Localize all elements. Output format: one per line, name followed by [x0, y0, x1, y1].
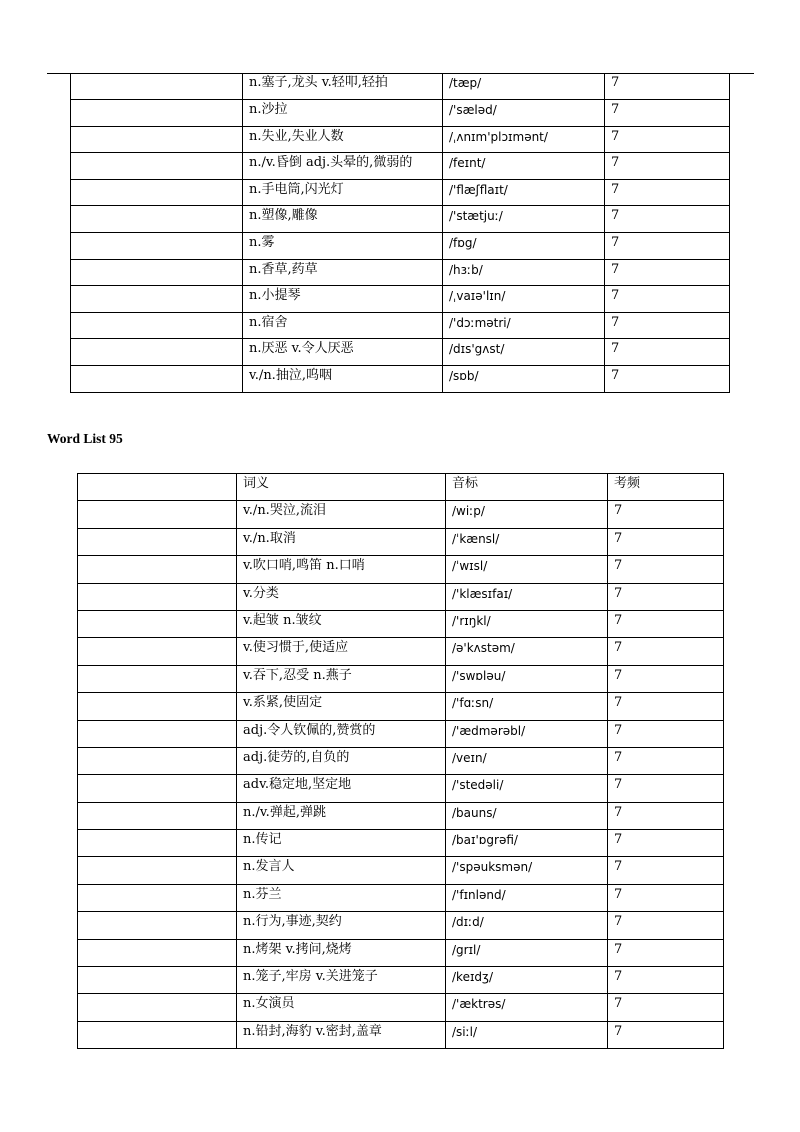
header-meaning: 词义: [237, 474, 446, 501]
phonetic-cell: /'dɔːmətri/: [443, 312, 605, 339]
frequency-cell: 7: [605, 73, 730, 100]
frequency-cell: 7: [608, 884, 724, 911]
table-row: [78, 610, 724, 637]
table-row: [78, 665, 724, 692]
phonetic-cell: /'sæləd/: [443, 100, 605, 127]
table-row: [78, 912, 724, 939]
phonetic-cell: /'fɪnlənd/: [446, 884, 608, 911]
frequency-cell: 7: [605, 153, 730, 180]
meaning-cell: n.铅封,海豹 v.密封,盖章: [237, 1021, 446, 1048]
frequency-cell: 7: [608, 967, 724, 994]
table-row: [78, 747, 724, 774]
phonetic-cell: /ˌvaɪə'lɪn/: [443, 286, 605, 313]
meaning-cell: v.系紧,使固定: [237, 693, 446, 720]
meaning-cell: n.女演员: [237, 994, 446, 1021]
meaning-cell: n.芬兰: [237, 884, 446, 911]
meaning-cell: adj.徒劳的,自负的: [237, 747, 446, 774]
word-cell: [78, 967, 237, 994]
table-row: [78, 583, 724, 610]
table-row: [71, 126, 730, 153]
word-cell: [78, 583, 237, 610]
table-row: [78, 884, 724, 911]
table-row: [71, 206, 730, 233]
frequency-cell: 7: [608, 720, 724, 747]
phonetic-cell: /dɪs'gʌst/: [443, 339, 605, 366]
table-row: [78, 939, 724, 966]
meaning-cell: n.塑像,雕像: [243, 206, 443, 233]
meaning-cell: v.分类: [237, 583, 446, 610]
phonetic-cell: /'stætjuː/: [443, 206, 605, 233]
phonetic-cell: /grɪl/: [446, 939, 608, 966]
word-cell: [71, 153, 243, 180]
table-row: [71, 366, 730, 393]
table-row: [78, 830, 724, 857]
header-phonetic: 音标: [446, 474, 608, 501]
phonetic-cell: /ˈkænsl/: [446, 528, 608, 555]
word-cell: [71, 366, 243, 393]
phonetic-cell: /'swɒləu/: [446, 665, 608, 692]
frequency-cell: 7: [605, 286, 730, 313]
frequency-cell: 7: [605, 206, 730, 233]
table-row: [71, 100, 730, 127]
frequency-cell: 7: [605, 100, 730, 127]
table-header-row: [78, 474, 724, 501]
table-row: [71, 179, 730, 206]
meaning-cell: adv.稳定地,坚定地: [237, 775, 446, 802]
word-cell: [78, 638, 237, 665]
phonetic-cell: /bauns/: [446, 802, 608, 829]
word-cell: [78, 884, 237, 911]
frequency-cell: 7: [608, 583, 724, 610]
phonetic-cell: /fɒg/: [443, 233, 605, 260]
word-cell: [78, 693, 237, 720]
word-cell: [78, 912, 237, 939]
phonetic-cell: /'flæʃflaɪt/: [443, 179, 605, 206]
frequency-cell: 7: [605, 233, 730, 260]
header-word-cell: [78, 474, 237, 501]
meaning-cell: v./n.取消: [237, 528, 446, 555]
phonetic-cell: /'fɑːsn/: [446, 693, 608, 720]
table-row: [78, 556, 724, 583]
word-cell: [71, 286, 243, 313]
frequency-cell: 7: [608, 747, 724, 774]
phonetic-cell: /hɜːb/: [443, 259, 605, 286]
word-cell: [78, 1021, 237, 1048]
meaning-cell: n.雾: [243, 233, 443, 260]
word-cell: [78, 802, 237, 829]
phonetic-cell: /ˈwɪsl/: [446, 556, 608, 583]
frequency-cell: 7: [608, 775, 724, 802]
table-row: [78, 501, 724, 528]
frequency-cell: 7: [608, 556, 724, 583]
phonetic-cell: /ə'kʌstəm/: [446, 638, 608, 665]
frequency-cell: 7: [605, 259, 730, 286]
table-row: [78, 720, 724, 747]
phonetic-cell: /'spəuksmən/: [446, 857, 608, 884]
phonetic-cell: /'rɪŋkl/: [446, 610, 608, 637]
phonetic-cell: /'stedəli/: [446, 775, 608, 802]
table-row: [78, 693, 724, 720]
phonetic-cell: /'ædmərəbl/: [446, 720, 608, 747]
word-cell: [71, 100, 243, 127]
phonetic-cell: /dɪːd/: [446, 912, 608, 939]
frequency-cell: 7: [608, 693, 724, 720]
meaning-cell: n.手电筒,闪光灯: [243, 179, 443, 206]
frequency-cell: 7: [608, 939, 724, 966]
meaning-cell: n.行为,事迹,契约: [237, 912, 446, 939]
word-cell: [78, 556, 237, 583]
table-row: [71, 259, 730, 286]
frequency-cell: 7: [608, 857, 724, 884]
frequency-cell: 7: [605, 179, 730, 206]
phonetic-cell: /'klæsɪfaɪ/: [446, 583, 608, 610]
meaning-cell: adj.令人钦佩的,赞赏的: [237, 720, 446, 747]
table-row: [78, 528, 724, 555]
word-table-95: [77, 473, 724, 1049]
frequency-cell: 7: [608, 665, 724, 692]
frequency-cell: 7: [608, 1021, 724, 1048]
meaning-cell: n.发言人: [237, 857, 446, 884]
word-cell: [78, 528, 237, 555]
phonetic-cell: /wiːp/: [446, 501, 608, 528]
meaning-cell: v./n.抽泣,呜咽: [243, 366, 443, 393]
word-cell: [78, 994, 237, 1021]
word-cell: [78, 857, 237, 884]
table-row: [78, 994, 724, 1021]
word-list-title: Word List 95: [47, 431, 123, 446]
meaning-cell: v./n.哭泣,流泪: [237, 501, 446, 528]
meaning-cell: n.传记: [237, 830, 446, 857]
phonetic-cell: /siːl/: [446, 1021, 608, 1048]
word-cell: [71, 312, 243, 339]
frequency-cell: 7: [608, 501, 724, 528]
word-cell: [71, 233, 243, 260]
frequency-cell: 7: [608, 528, 724, 555]
table-row: [78, 802, 724, 829]
frequency-cell: 7: [608, 802, 724, 829]
meaning-cell: n.沙拉: [243, 100, 443, 127]
table-row: [71, 233, 730, 260]
meaning-cell: v.使习惯于,使适应: [237, 638, 446, 665]
frequency-cell: 7: [605, 312, 730, 339]
phonetic-cell: /keɪdʒ/: [446, 967, 608, 994]
meaning-cell: v.吹口哨,鸣笛 n.口哨: [237, 556, 446, 583]
word-cell: [78, 720, 237, 747]
meaning-cell: n.笼子,牢房 v.关进笼子: [237, 967, 446, 994]
word-cell: [71, 179, 243, 206]
header-frequency: 考频: [608, 474, 724, 501]
word-cell: [78, 747, 237, 774]
table-row: [78, 1021, 724, 1048]
meaning-cell: n.烤架 v.拷问,烧烤: [237, 939, 446, 966]
meaning-cell: n.宿舍: [243, 312, 443, 339]
phonetic-cell: /sɒb/: [443, 366, 605, 393]
phonetic-cell: /veɪn/: [446, 747, 608, 774]
word-cell: [71, 73, 243, 100]
frequency-cell: 7: [608, 638, 724, 665]
phonetic-cell: /baɪ'ɒgrəfi/: [446, 830, 608, 857]
word-cell: [78, 775, 237, 802]
table-row: [71, 339, 730, 366]
word-cell: [71, 126, 243, 153]
table-row: [71, 312, 730, 339]
frequency-cell: 7: [608, 830, 724, 857]
word-cell: [78, 939, 237, 966]
word-cell: [78, 610, 237, 637]
frequency-cell: 7: [608, 610, 724, 637]
frequency-cell: 7: [605, 339, 730, 366]
table-row: [71, 286, 730, 313]
frequency-cell: 7: [608, 994, 724, 1021]
frequency-cell: 7: [608, 912, 724, 939]
phonetic-cell: /'æktrəs/: [446, 994, 608, 1021]
table-row: [71, 153, 730, 180]
word-cell: [71, 206, 243, 233]
meaning-cell: n.失业,失业人数: [243, 126, 443, 153]
phonetic-cell: /ˌʌnɪm'plɔɪmənt/: [443, 126, 605, 153]
meaning-cell: v.起皱 n.皱纹: [237, 610, 446, 637]
meaning-cell: v.吞下,忍受 n.燕子: [237, 665, 446, 692]
meaning-cell: n.香草,药草: [243, 259, 443, 286]
word-cell: [78, 665, 237, 692]
word-cell: [71, 259, 243, 286]
table-row: [78, 638, 724, 665]
table-row: [78, 775, 724, 802]
word-cell: [71, 339, 243, 366]
word-cell: [78, 830, 237, 857]
table-row: [78, 857, 724, 884]
frequency-cell: 7: [605, 126, 730, 153]
frequency-cell: 7: [605, 366, 730, 393]
meaning-cell: n./v.弹起,弹跳: [237, 802, 446, 829]
table-row: [78, 967, 724, 994]
word-cell: [78, 501, 237, 528]
phonetic-cell: /feɪnt/: [443, 153, 605, 180]
meaning-cell: n.小提琴: [243, 286, 443, 313]
meaning-cell: n./v.昏倒 adj.头晕的,微弱的: [243, 153, 443, 180]
meaning-cell: n.塞子,龙头 v.轻叩,轻拍: [243, 73, 443, 100]
word-table-continued: [70, 73, 730, 393]
meaning-cell: n.厌恶 v.令人厌恶: [243, 339, 443, 366]
phonetic-cell: /tæp/: [443, 73, 605, 100]
table-row: [71, 73, 730, 100]
